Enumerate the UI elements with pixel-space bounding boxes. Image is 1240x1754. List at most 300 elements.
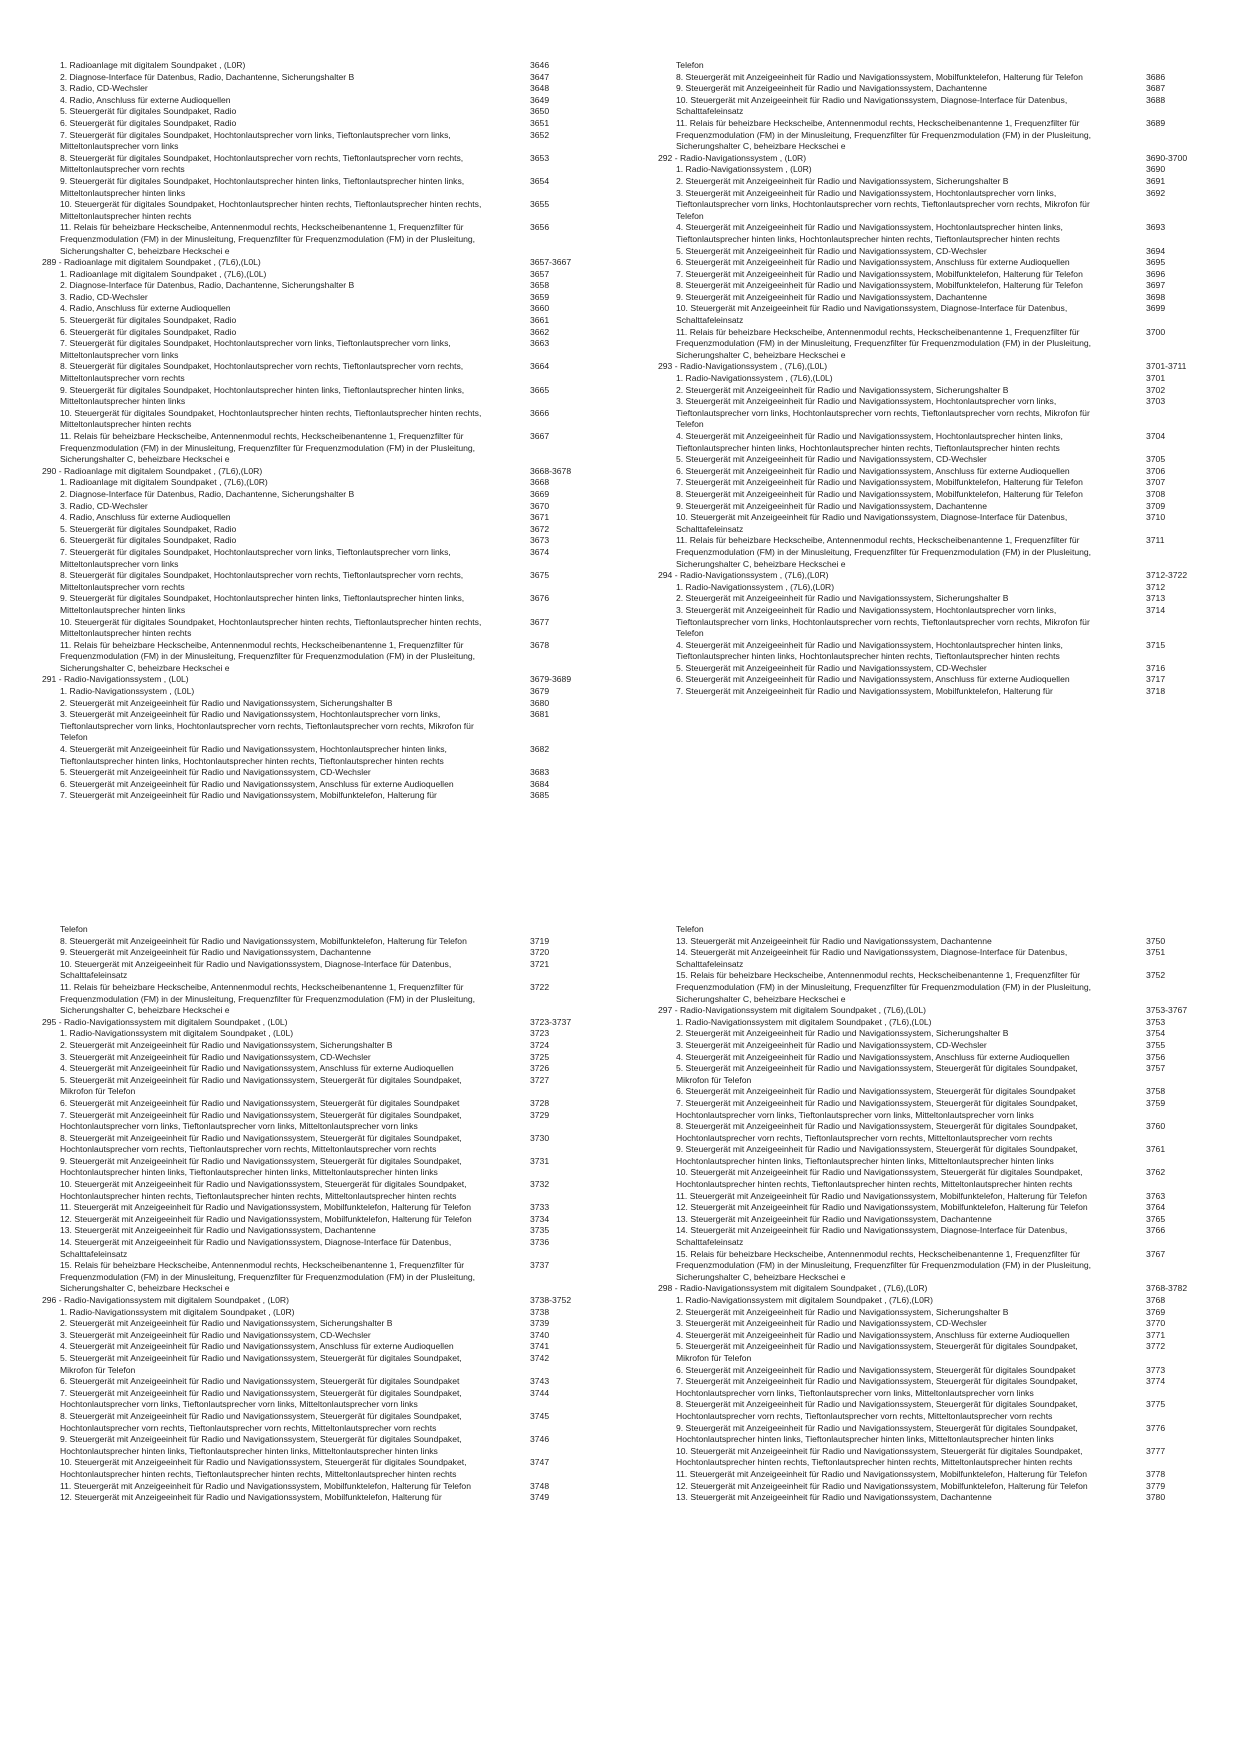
page-number: 3719 [530,935,550,946]
entry-text: 8. Steuergerät mit Anzeigeeinheit für Radio und Navigationssystem, Steuergerät für digitales Soundpaket, Hochtonlautsprecher vorn rechts, Tieftonlautsprecher vorn rechts, Mitteltonlautsprecher vorn rechts [60,1132,462,1155]
entry-text: 6. Steuergerät mit Anzeigeeinheit für Radio und Navigationssystem, Anschluss für externe Audioquellen [676,674,1070,685]
entry-text: 7. Steuergerät mit Anzeigeeinheit für Radio und Navigationssystem, Mobilfunktelefon, Halterung für Telefon [676,477,1083,488]
index-entry-row [676,1330,1216,1342]
index-entry-row [676,222,1216,245]
entry-text: 3. Steuergerät mit Anzeigeeinheit für Radio und Navigationssystem, Hochtonlautsprecher vorn links, Tieftonlautsprecher vorn links, Hochtonlautsprecher vorn rechts, Tieftonlautsprecher vorn rechts, Mikrofon für Telefon [676,396,1090,430]
entry-text: 8. Steuergerät mit Anzeigeeinheit für Radio und Navigationssystem, Steuergerät für digitales Soundpaket, Hochtonlautsprecher vorn rechts, Tieftonlautsprecher vorn rechts, Mitteltonlautsprecher vorn rechts [676,1399,1078,1421]
page-number: 3653 [530,152,550,163]
index-entry-row [676,454,1216,466]
index-entry-row [676,477,1216,489]
page-number: 3701-3711 [1146,361,1187,372]
entry-text: 11. Steuergerät mit Anzeigeeinheit für Radio und Navigationssystem, Mobilfunktelefon, Halterung für Telefon [60,1202,471,1213]
entry-text: 10. Steuergerät mit Anzeigeeinheit für Radio und Navigationssystem, Diagnose-Interface für Datenbus, Schalttafeleinsatz [60,958,452,981]
section-heading-row [658,1005,1216,1017]
index-entry-row [676,466,1216,478]
index-entry-row [676,1249,1216,1284]
index-entry-row [60,1063,600,1075]
page-number: 3717 [1146,674,1166,685]
entry-text: 11. Relais für beheizbare Heckscheibe, Antennenmodul rechts, Heckscheibenantenne 1, Frequenzfilter für Frequenzmodulation (FM) in der Minusleitung, Frequenzfilter für Frequenzmodulation (FM) in der Plusleitung, Sicherungshalter C, beheizbare Heckschei e [60,639,476,673]
index-entry-row [676,373,1216,385]
entry-text: 4. Steuergerät mit Anzeigeeinheit für Radio und Navigationssystem, Hochtonlautsprecher hinten links, Tieftonlautsprecher hinten links, Hochtonlautsprecher hinten rechts, Tieftonlautsprecher hinten rechts [676,222,1063,244]
entry-text: 1. Radio-Navigationssystem , (7L6),(L0L) [676,373,833,384]
index-entry-row [676,1017,1216,1029]
entry-text: 5. Steuergerät mit Anzeigeeinheit für Radio und Navigationssystem, Steuergerät für digitales Soundpaket, Mikrofon für Telefon [676,1341,1078,1363]
entry-text: 4. Steuergerät mit Anzeigeeinheit für Radio und Navigationssystem, Hochtonlautsprecher hinten links, Tieftonlautsprecher hinten links, Hochtonlautsprecher hinten rechts, Tieftonlautsprecher hinten rechts [676,431,1063,453]
page-number: 3768 [1146,1295,1166,1305]
page-number: 3757 [1146,1063,1166,1074]
entry-text: 7. Steuergerät für digitales Soundpaket, Hochtonlautsprecher vorn links, Tieftonlautsprecher vorn links, Mitteltonlautsprecher vorn links [60,129,451,152]
entry-text: 8. Steuergerät mit Anzeigeeinheit für Radio und Navigationssystem, Mobilfunktelefon, Halterung für Telefon [676,488,1083,499]
entry-text: 7. Steuergerät mit Anzeigeeinheit für Radio und Navigationssystem, Steuergerät für digitales Soundpaket, Hochtonlautsprecher vorn links, Tieftonlautsprecher vorn links, Mitteltonlautsprecher vorn links [676,1376,1078,1398]
entry-text: 9. Steuergerät für digitales Soundpaket, Hochtonlautsprecher hinten links, Tieftonlautsprecher hinten links, Mitteltonlautsprecher hinten links [60,175,465,198]
index-entry-row [60,512,600,524]
page-number: 3694 [1146,245,1166,256]
index-entry-row [676,60,1216,72]
entry-text: 11. Relais für beheizbare Heckscheibe, Antennenmodul rechts, Heckscheibenantenne 1, Frequenzfilter für Frequenzmodulation (FM) in der Minusleitung, Frequenzfilter für Frequenzmodulation (FM) in der Plusleitung, Sicherungshalter C, beheizbare Heckschei e [60,222,476,256]
page-number: 3723-3737 [530,1016,572,1027]
entry-text: 2. Steuergerät mit Anzeigeeinheit für Radio und Navigationssystem, Sicherungshalter B [676,1028,1009,1039]
entry-text: 5. Steuergerät mit Anzeigeeinheit für Radio und Navigationssystem, CD-Wechsler [676,454,987,465]
entry-text: 3. Steuergerät mit Anzeigeeinheit für Radio und Navigationssystem, CD-Wechsler [60,1329,371,1340]
entry-text: 8. Steuergerät für digitales Soundpaket, Hochtonlautsprecher vorn rechts, Tieftonlautsprecher vorn rechts, Mitteltonlautsprecher vorn rechts [60,152,464,175]
entry-text: 5. Steuergerät mit Anzeigeeinheit für Radio und Navigationssystem, Steuergerät für digitales Soundpaket, Mikrofon für Telefon [60,1352,462,1375]
entry-text: 3. Steuergerät mit Anzeigeeinheit für Radio und Navigationssystem, Hochtonlautsprecher vorn links, Tieftonlautsprecher vorn links, Hochtonlautsprecher vorn rechts, Tieftonlautsprecher vorn rechts, Mikrofon für Telefon [676,604,1090,639]
index-entry-row [676,1376,1216,1399]
index-entry-row [676,164,1216,176]
index-entry-row [60,199,600,222]
page-number: 3723 [530,1028,550,1039]
page-number: 3648 [530,83,550,94]
page-number: 3672 [530,523,550,534]
page-number: 3702 [1146,384,1166,395]
entry-text: 5. Steuergerät für digitales Soundpaket, Radio [60,523,237,534]
page-number: 3763 [1146,1190,1166,1201]
entry-text: 6. Steuergerät mit Anzeigeeinheit für Radio und Navigationssystem, Anschluss für externe Audioquellen [676,257,1070,268]
index-entry-row [60,501,600,513]
index-entry-row [60,489,600,501]
index-entry-row [676,1341,1216,1364]
entry-text: 4. Steuergerät mit Anzeigeeinheit für Radio und Navigationssystem, Hochtonlautsprecher hinten links, Tieftonlautsprecher hinten links, Hochtonlautsprecher hinten rechts, Tieftonlautsprecher hinten rechts [60,744,447,766]
index-entry-row [676,936,1216,948]
index-entry-row [676,947,1216,970]
page-number: 3706 [1146,465,1166,476]
index-entry-row [60,153,600,176]
entry-text: 9. Steuergerät mit Anzeigeeinheit für Radio und Navigationssystem, Dachantenne [676,291,987,302]
entry-text: 13. Steuergerät mit Anzeigeeinheit für Radio und Navigationssystem, Dachantenne [60,1225,376,1236]
page-number: 3656 [530,222,550,233]
page-number: 3760 [1146,1121,1166,1132]
index-entry-row [676,640,1216,663]
index-entry-row [60,1133,600,1156]
index-entry-row [60,790,600,802]
entry-text: 10. Steuergerät für digitales Soundpaket, Hochtonlautsprecher hinten rechts, Tieftonlautsprecher hinten rechts, Mitteltonlautsprecher hinten rechts [60,407,482,430]
page-number: 3730 [530,1132,550,1143]
entry-text: 14. Steuergerät mit Anzeigeeinheit für Radio und Navigationssystem, Diagnose-Interface für Datenbus, Schalttafeleinsatz [676,1225,1068,1248]
page-number: 3674 [530,546,550,557]
page-number: 3771 [1146,1329,1166,1340]
page-number: 3708 [1146,488,1166,499]
entry-text: 7. Steuergerät mit Anzeigeeinheit für Radio und Navigationssystem, Mobilfunktelefon, Halterung für Telefon [676,268,1083,279]
entry-text: 8. Steuergerät mit Anzeigeeinheit für Radio und Navigationssystem, Steuergerät für digitales Soundpaket, Hochtonlautsprecher vorn rechts, Tieftonlautsprecher vorn rechts, Mitteltonlautsprecher vorn rechts [60,1410,462,1433]
entry-text: 9. Steuergerät mit Anzeigeeinheit für Radio und Navigationssystem, Steuergerät für digitales Soundpaket, Hochtonlautsprecher hinten links, Tieftonlautsprecher hinten links, Mitteltonlautsprecher hinten links [676,1144,1078,1166]
page-number: 3774 [1146,1376,1166,1387]
entry-text: 2. Diagnose-Interface für Datenbus, Radio, Dachantenne, Sicherungshalter B [60,488,355,499]
page-number: 3687 [1146,83,1166,94]
index-entry-row [676,582,1216,594]
entry-text: 3. Radio, CD-Wechsler [60,500,148,511]
index-entry-row [676,1399,1216,1422]
entry-text: 8. Steuergerät mit Anzeigeeinheit für Radio und Navigationssystem, Steuergerät für digitales Soundpaket, Hochtonlautsprecher vorn rechts, Tieftonlautsprecher vorn rechts, Mitteltonlautsprecher vorn rechts [676,1121,1078,1143]
entry-text: 9. Steuergerät mit Anzeigeeinheit für Radio und Navigationssystem, Steuergerät für digitales Soundpaket, Hochtonlautsprecher hinten links, Tieftonlautsprecher hinten links, Mitteltonlautsprecher hinten links [676,1422,1078,1445]
index-entry-row [60,280,600,292]
entry-text: 7. Steuergerät mit Anzeigeeinheit für Radio und Navigationssystem, Steuergerät für digitales Soundpaket, Hochtonlautsprecher vorn links, Tieftonlautsprecher vorn links, Mitteltonlautsprecher vorn links [60,1109,462,1132]
entry-text: 6. Steuergerät mit Anzeigeeinheit für Radio und Navigationssystem, Anschluss für externe Audioquellen [676,465,1070,476]
page-number: 3679-3689 [530,674,572,685]
index-entry-row [60,431,600,466]
page-number: 3714 [1146,604,1166,615]
page-number: 3689 [1146,117,1166,128]
page-number: 3660 [530,303,550,314]
entry-text: 12. Steuergerät mit Anzeigeeinheit für Radio und Navigationssystem, Mobilfunktelefon, Halterung für [60,1492,442,1503]
page-number: 3755 [1146,1039,1166,1050]
index-entry-row [676,280,1216,292]
entry-text: 1. Radio-Navigationssystem mit digitalem Soundpaket , (7L6),(L0R) [676,1295,933,1305]
index-entry-row [676,663,1216,675]
page-number: 3705 [1146,454,1166,465]
index-entry-row [60,1179,600,1202]
entry-text: 4. Steuergerät mit Anzeigeeinheit für Radio und Navigationssystem, Hochtonlautsprecher hinten links, Tieftonlautsprecher hinten links, Hochtonlautsprecher hinten rechts, Tieftonlautsprecher hinten rechts [676,639,1063,662]
index-entry-row [676,1063,1216,1086]
index-entry-row [676,1307,1216,1319]
index-entry-row [60,130,600,153]
index-entry-row [60,686,600,698]
entry-text: 9. Steuergerät mit Anzeigeeinheit für Radio und Navigationssystem, Steuergerät für digitales Soundpaket, Hochtonlautsprecher hinten links, Tieftonlautsprecher hinten links, Mitteltonlautsprecher hinten links [60,1155,462,1178]
entry-text: 8. Steuergerät mit Anzeigeeinheit für Radio und Navigationssystem, Mobilfunktelefon, Halterung für Telefon [676,71,1083,82]
index-entry-row [676,1086,1216,1098]
entry-text: Telefon [676,924,704,934]
index-entry-row [60,327,600,339]
index-entry-row [60,1434,600,1457]
index-entry-row [676,1144,1216,1167]
index-entry-row [676,1469,1216,1481]
index-entry-row [60,1353,600,1376]
page-number: 3729 [530,1109,550,1120]
entry-text: 13. Steuergerät mit Anzeigeeinheit für Radio und Navigationssystem, Dachantenne [676,1492,992,1503]
index-entry-row [60,1202,600,1214]
index-entry-row [60,292,600,304]
page-number: 3685 [530,790,550,801]
entry-text: 10. Steuergerät mit Anzeigeeinheit für Radio und Navigationssystem, Diagnose-Interface für Datenbus, Schalttafeleinsatz [676,94,1068,117]
section-heading-row [42,465,600,478]
entry-text: 1. Radioanlage mit digitalem Soundpaket , (7L6),(L0R) [60,477,268,488]
entry-text: 5. Steuergerät mit Anzeigeeinheit für Radio und Navigationssystem, CD-Wechsler [676,245,987,256]
page-number: 3668 [530,477,550,488]
index-entry-row [676,1191,1216,1203]
index-entry-row [60,617,600,640]
entry-text: 2. Diagnose-Interface für Datenbus, Radio, Dachantenne, Sicherungshalter B [60,280,355,291]
entry-text: 11. Relais für beheizbare Heckscheibe, Antennenmodul rechts, Heckscheibenantenne 1, Frequenzfilter für Frequenzmodulation (FM) in der Minusleitung, Frequenzfilter für Frequenzmodulation (FM) in der Plusleitung, Sicherungshalter C, beheizbare Heckschei e [676,535,1092,569]
entry-text: 9. Steuergerät für digitales Soundpaket, Hochtonlautsprecher hinten links, Tieftonlautsprecher hinten links, Mitteltonlautsprecher hinten links [60,593,465,615]
entry-text: 9. Steuergerät mit Anzeigeeinheit für Radio und Navigationssystem, Dachantenne [676,83,987,94]
index-entry-row [60,1376,600,1388]
entry-text: 7. Steuergerät mit Anzeigeeinheit für Radio und Navigationssystem, Mobilfunktelefon, Halterung für [60,790,437,801]
index-entry-row [60,779,600,791]
page-number: 3739 [530,1318,550,1329]
entry-text: 2. Steuergerät mit Anzeigeeinheit für Radio und Navigationssystem, Sicherungshalter B [676,1306,1009,1317]
index-entry-row [676,95,1216,118]
entry-text: 6. Steuergerät mit Anzeigeeinheit für Radio und Navigationssystem, Anschluss für externe Audioquellen [60,778,454,789]
index-entry-row [60,1260,600,1295]
index-entry-row [60,176,600,199]
entry-text: 3. Steuergerät mit Anzeigeeinheit für Radio und Navigationssystem, Hochtonlautsprecher vorn links, Tieftonlautsprecher vorn links, Hochtonlautsprecher vorn rechts, Tieftonlautsprecher vorn rechts, Mikrofon für Telefon [676,187,1090,221]
entry-text: 10. Steuergerät mit Anzeigeeinheit für Radio und Navigationssystem, Steuergerät für digitales Soundpaket, Hochtonlautsprecher hinten rechts, Tieftonlautsprecher hinten rechts, Mitteltonlautsprecher hinten rechts [60,1457,467,1479]
entry-text: 2. Steuergerät mit Anzeigeeinheit für Radio und Navigationssystem, Sicherungshalter B [676,593,1009,604]
page-number: 3752 [1146,970,1166,981]
page-number: 3710 [1146,512,1166,523]
page-number: 3677 [530,616,550,627]
entry-text: 3. Steuergerät mit Anzeigeeinheit für Radio und Navigationssystem, Hochtonlautsprecher vorn links, Tieftonlautsprecher vorn links, Hochtonlautsprecher vorn rechts, Tieftonlautsprecher vorn rechts, Mikrofon für Telefon [60,709,474,743]
page-number: 3751 [1146,947,1166,958]
index-entry-row [60,1225,600,1237]
page-number: 3655 [530,199,550,210]
entry-text: 5. Steuergerät mit Anzeigeeinheit für Radio und Navigationssystem, CD-Wechsler [60,767,371,778]
index-entry-row [60,72,600,84]
entry-text: 11. Steuergerät mit Anzeigeeinheit für Radio und Navigationssystem, Mobilfunktelefon, Halterung für Telefon [676,1468,1087,1479]
page-number: 3716 [1146,662,1166,673]
entry-text: 4. Radio, Anschluss für externe Audioquellen [60,512,231,523]
entry-text: 1. Radio-Navigationssystem , (L0R) [676,164,812,175]
section-heading: 295 - Radio-Navigationssystem mit digitalem Soundpaket , (L0L) [42,1016,288,1027]
index-entry-row [60,982,600,1017]
index-entry-row [60,269,600,281]
index-entry-row [676,385,1216,397]
page-number: 3704 [1146,431,1166,441]
section-heading-row [658,1283,1216,1295]
page-number: 3683 [530,767,550,778]
page-number: 3665 [530,384,550,395]
index-entry-row [60,1214,600,1226]
entry-text: 2. Steuergerät mit Anzeigeeinheit für Radio und Navigationssystem, Sicherungshalter B [60,697,393,708]
index-entry-row [60,477,600,489]
page-number: 3690 [1146,164,1166,175]
index-entry-row [676,1202,1216,1214]
entry-text: 5. Steuergerät für digitales Soundpaket, Radio [60,315,237,326]
page-number: 3712-3722 [1146,570,1188,581]
index-entry-row [676,327,1216,362]
index-entry-row [676,593,1216,605]
index-entry-row [60,924,600,936]
page-number: 3779 [1146,1480,1166,1491]
entry-text: 8. Steuergerät für digitales Soundpaket, Hochtonlautsprecher vorn rechts, Tieftonlautsprecher vorn rechts, Mitteltonlautsprecher vorn rechts [60,361,464,384]
page-number: 3741 [530,1341,550,1352]
index-entry-row [676,118,1216,153]
index-entry-row [676,83,1216,95]
page-number: 3767 [1146,1248,1166,1259]
section-heading: 298 - Radio-Navigationssystem mit digitalem Soundpaket , (7L6),(L0R) [658,1283,928,1294]
index-entry-row [60,1492,600,1504]
page-number: 3745 [530,1410,550,1421]
entry-text: 2. Steuergerät mit Anzeigeeinheit für Radio und Navigationssystem, Sicherungshalter B [676,175,1009,186]
page-number: 3696 [1146,268,1166,279]
index-entry-row [60,1075,600,1098]
index-entry-row [60,698,600,710]
page-number: 3753-3767 [1146,1005,1188,1016]
entry-text: 7. Steuergerät mit Anzeigeeinheit für Radio und Navigationssystem, Mobilfunktelefon, Halterung für [676,686,1053,697]
entry-text: 13. Steuergerät mit Anzeigeeinheit für Radio und Navigationssystem, Dachantenne [676,1213,992,1224]
index-entry-row [676,1028,1216,1040]
section-heading-row [658,361,1216,373]
index-entry-row [676,970,1216,1005]
index-entry-row [60,222,600,257]
index-entry-row [676,1318,1216,1330]
page-number: 3765 [1146,1213,1166,1224]
page-number: 3678 [530,639,550,650]
index-entry-row [60,947,600,959]
page-number: 3713 [1146,593,1166,604]
page-number: 3731 [530,1155,550,1166]
entry-text: 6. Steuergerät für digitales Soundpaket, Radio [60,117,237,128]
index-entry-row [60,1237,600,1260]
page-number: 3675 [530,570,550,581]
index-entry-row [60,95,600,107]
page-number: 3666 [530,407,550,418]
entry-text: 7. Steuergerät für digitales Soundpaket, Hochtonlautsprecher vorn links, Tieftonlautsprecher vorn links, Mitteltonlautsprecher vorn links [60,546,451,569]
entry-text: 12. Steuergerät mit Anzeigeeinheit für Radio und Navigationssystem, Mobilfunktelefon, Halterung für Telefon [676,1480,1088,1491]
index-column-top-left [42,60,600,802]
entry-text: 2. Steuergerät mit Anzeigeeinheit für Radio und Navigationssystem, Sicherungshalter B [676,384,1009,395]
index-entry-row [60,1040,600,1052]
page-number: 3748 [530,1480,550,1491]
entry-text: 6. Steuergerät für digitales Soundpaket, Radio [60,326,237,337]
entry-text: 11. Relais für beheizbare Heckscheibe, Antennenmodul rechts, Heckscheibenantenne 1, Frequenzfilter für Frequenzmodulation (FM) in der Minusleitung, Frequenzfilter für Frequenzmodulation (FM) in der Plusleitung, Sicherungshalter C, beheizbare Heckschei e [60,431,476,465]
index-entry-row [60,83,600,95]
entry-text: 14. Steuergerät mit Anzeigeeinheit für Radio und Navigationssystem, Diagnose-Interface für Datenbus, Schalttafeleinsatz [60,1237,452,1259]
index-entry-row [60,338,600,361]
page-number: 3670 [530,500,550,511]
page-number: 3709 [1146,500,1166,511]
page-number: 3703 [1146,396,1166,407]
page-number: 3775 [1146,1399,1166,1410]
page-number: 3725 [530,1051,550,1062]
index-entry-row [60,524,600,536]
entry-text: 1. Radioanlage mit digitalem Soundpaket , (7L6),(L0L) [60,268,267,279]
index-entry-row [60,936,600,948]
entry-text: 10. Steuergerät mit Anzeigeeinheit für Radio und Navigationssystem, Diagnose-Interface für Datenbus, Schalttafeleinsatz [676,303,1068,326]
entry-text: 9. Steuergerät mit Anzeigeeinheit für Radio und Navigationssystem, Dachantenne [60,947,371,958]
page-number: 3727 [530,1074,550,1085]
entry-text: 4. Radio, Anschluss für externe Audioquellen [60,303,231,314]
page-number: 3691 [1146,175,1166,186]
index-entry-row [60,1457,600,1480]
page-number: 3671 [530,512,550,523]
page-number: 3682 [530,744,550,755]
index-entry-row [676,1040,1216,1052]
index-column-bottom-left [42,924,600,1504]
entry-text: 11. Relais für beheizbare Heckscheibe, Antennenmodul rechts, Heckscheibenantenne 1, Frequenzfilter für Frequenzmodulation (FM) in der Minusleitung, Frequenzfilter für Frequenzmodulation (FM) in der Plusleitung, Sicherungshalter C, beheizbare Heckschei e [60,981,476,1016]
index-entry-row [60,1388,600,1411]
entry-text: 7. Steuergerät für digitales Soundpaket, Hochtonlautsprecher vorn links, Tieftonlautsprecher vorn links, Mitteltonlautsprecher vorn links [60,338,451,360]
entry-text: 3. Radio, CD-Wechsler [60,291,148,302]
entry-text: 5. Steuergerät mit Anzeigeeinheit für Radio und Navigationssystem, Steuergerät für digitales Soundpaket, Mikrofon für Telefon [676,1063,1078,1085]
page-number: 3764 [1146,1202,1166,1213]
page-number: 3722 [530,981,550,992]
index-entry-row [60,106,600,118]
section-heading: 291 - Radio-Navigationssystem , (L0L) [42,674,189,685]
index-entry-row [676,1121,1216,1144]
page-number: 3756 [1146,1051,1166,1062]
entry-text: 11. Relais für beheizbare Heckscheibe, Antennenmodul rechts, Heckscheibenantenne 1, Frequenzfilter für Frequenzmodulation (FM) in der Minusleitung, Frequenzfilter für Frequenzmodulation (FM) in der Plusleitung, Sicherungshalter C, beheizbare Heckschei e [676,326,1092,360]
entry-text: 14. Steuergerät mit Anzeigeeinheit für Radio und Navigationssystem, Diagnose-Interface für Datenbus, Schalttafeleinsatz [676,947,1068,969]
entry-text: Telefon [676,60,704,70]
page-number: 3746 [530,1434,550,1445]
entry-text: 6. Steuergerät mit Anzeigeeinheit für Radio und Navigationssystem, Steuergerät für digitales Soundpaket [60,1097,460,1108]
page-number: 3707 [1146,477,1166,488]
page-number: 3657 [530,268,550,279]
page-number: 3681 [530,709,550,720]
section-heading-row [658,152,1216,165]
index-entry-row [676,431,1216,454]
index-entry-row [60,1110,600,1133]
index-entry-row [676,1225,1216,1248]
page-number: 3715 [1146,639,1166,650]
page-number: 3747 [530,1457,550,1468]
section-heading: 297 - Radio-Navigationssystem mit digitalem Soundpaket , (7L6),(L0L) [658,1005,926,1016]
page-number: 3780 [1146,1492,1166,1503]
entry-text: 15. Relais für beheizbare Heckscheibe, Antennenmodul rechts, Heckscheibenantenne 1, Frequenzfilter für Frequenzmodulation (FM) in der Minusleitung, Frequenzfilter für Frequenzmodulation (FM) in der Plusleitung, Sicherungshalter C, beheizbare Heckschei e [676,970,1092,1004]
page-number: 3738 [530,1306,550,1317]
page-number: 3754 [1146,1028,1166,1039]
page-number: 3772 [1146,1341,1166,1352]
entry-text: 5. Steuergerät mit Anzeigeeinheit für Radio und Navigationssystem, CD-Wechsler [676,662,987,673]
entry-text: Telefon [60,924,88,934]
entry-text: 2. Steuergerät mit Anzeigeeinheit für Radio und Navigationssystem, Sicherungshalter B [60,1039,393,1050]
page-number: 3761 [1146,1144,1166,1155]
page-number: 3759 [1146,1097,1166,1108]
index-entry-row [60,315,600,327]
entry-text: 12. Steuergerät mit Anzeigeeinheit für Radio und Navigationssystem, Mobilfunktelefon, Halterung für Telefon [60,1213,472,1224]
entry-text: 3. Steuergerät mit Anzeigeeinheit für Radio und Navigationssystem, CD-Wechsler [676,1039,987,1050]
index-entry-row [676,1052,1216,1064]
page-number: 3753 [1146,1016,1166,1027]
page-number: 3654 [530,175,550,186]
page-number: 3657-3667 [530,257,572,268]
page-number: 3718 [1146,686,1166,697]
page-number: 3659 [530,291,550,302]
entry-text: 3. Steuergerät mit Anzeigeeinheit für Radio und Navigationssystem, CD-Wechsler [676,1318,987,1329]
page-number: 3749 [530,1492,550,1503]
entry-text: 7. Steuergerät mit Anzeigeeinheit für Radio und Navigationssystem, Steuergerät für digitales Soundpaket, Hochtonlautsprecher vorn links, Tieftonlautsprecher vorn links, Mitteltonlautsprecher vorn links [676,1097,1078,1120]
entry-text: 9. Steuergerät für digitales Soundpaket, Hochtonlautsprecher hinten links, Tieftonlautsprecher hinten links, Mitteltonlautsprecher hinten links [60,384,465,407]
entry-text: 6. Steuergerät mit Anzeigeeinheit für Radio und Navigationssystem, Steuergerät für digitales Soundpaket [60,1376,460,1387]
page-number: 3700 [1146,326,1166,337]
index-entry-row [60,1411,600,1434]
page-number: 3736 [530,1237,550,1248]
entry-text: 11. Steuergerät mit Anzeigeeinheit für Radio und Navigationssystem, Mobilfunktelefon, Halterung für Telefon [676,1190,1087,1201]
entry-text: 4. Steuergerät mit Anzeigeeinheit für Radio und Navigationssystem, Anschluss für externe Audioquellen [60,1063,454,1074]
index-entry-row [60,118,600,130]
entry-text: 10. Steuergerät für digitales Soundpaket, Hochtonlautsprecher hinten rechts, Tieftonlautsprecher hinten rechts, Mitteltonlautsprecher hinten rechts [60,199,482,221]
section-heading: 289 - Radioanlage mit digitalem Soundpaket , (7L6),(L0L) [42,257,261,268]
entry-text: 6. Steuergerät mit Anzeigeeinheit für Radio und Navigationssystem, Steuergerät für digitales Soundpaket [676,1086,1076,1097]
page-number: 3684 [530,778,550,789]
entry-text: 10. Steuergerät mit Anzeigeeinheit für Radio und Navigationssystem, Steuergerät für digitales Soundpaket, Hochtonlautsprecher hinten rechts, Tieftonlautsprecher hinten rechts, Mitteltonlautsprecher hinten rechts [676,1445,1083,1468]
entry-text: 11. Steuergerät mit Anzeigeeinheit für Radio und Navigationssystem, Mobilfunktelefon, Halterung für Telefon [60,1480,471,1491]
page-number: 3773 [1146,1364,1166,1375]
index-entry-row [676,924,1216,936]
index-entry-row [60,1341,600,1353]
index-column-top-right [658,60,1216,698]
entry-text: 3. Steuergerät mit Anzeigeeinheit für Radio und Navigationssystem, CD-Wechsler [60,1051,371,1062]
